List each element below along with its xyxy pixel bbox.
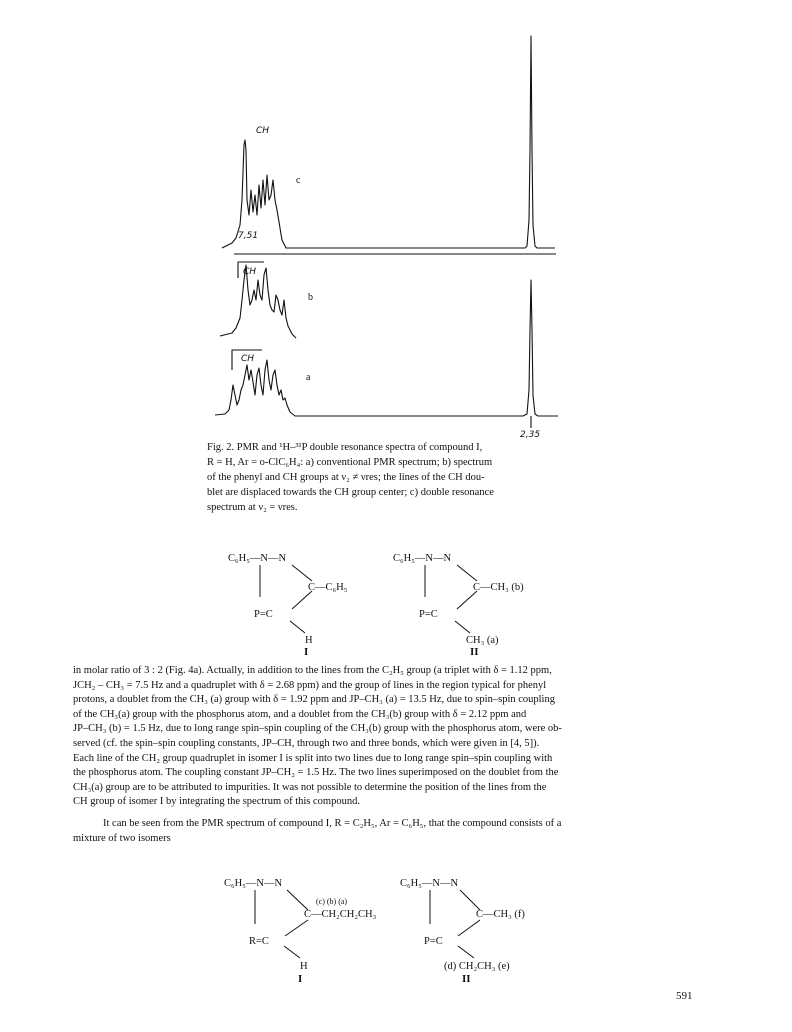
caption-line: spectrum at ν₂ = νres. [207, 502, 298, 513]
structure-bottom-ii-label: II [462, 973, 471, 985]
text-line: mixture of two isomers [73, 832, 171, 844]
structure-top-i-phenyl: C₆H₅—N—N [228, 553, 287, 564]
structure-top-i-substituent: C—C₆H₅ [308, 582, 348, 593]
body-paragraph-1 [73, 664, 713, 810]
structure-bottom-i-label: I [298, 973, 303, 985]
structure-bottom-ii-substituent: C—CH₃ (f) [476, 909, 525, 920]
structure-bottom-i-h: H [300, 961, 308, 972]
text-line: CH₃(a) group are to be attributed to impurities. It was not possible to determine the position of the lines from the [73, 781, 547, 793]
ch-label-b: CH [243, 267, 257, 277]
structure-top-i-pc: P=C [254, 609, 273, 620]
caption-line: blet are displaced towards the CH group center; c) double resonance [207, 487, 494, 498]
spectrum-b-trace [220, 265, 296, 338]
text-line: Each line of the CH₂ group quadruplet in isomer I is split into two lines due to long range spin–spin coupling with [73, 752, 553, 764]
structure-top-ii-label: II [470, 646, 479, 655]
structures-bottom [0, 872, 792, 987]
structure-top-ii-ch3: CH₃ (a) [466, 635, 499, 646]
spectrum-a-trace [215, 280, 558, 416]
ch-label-a: CH [241, 354, 255, 364]
nmr-spectra-figure [0, 0, 792, 440]
structure-bottom-ii-pc: P=C [424, 936, 443, 947]
spectrum-label-c: c [296, 175, 301, 186]
shift-label-p: 2,35 [520, 430, 541, 440]
figure-caption [207, 440, 607, 515]
caption-line: Fig. 2. PMR and ¹H–³¹P double resonance spectra of compound I, [207, 442, 483, 453]
text-line: in molar ratio of 3 : 2 (Fig. 4a). Actually, in addition to the lines from the C₂H₅ group (a triplet with δ = 1.12 ppm, [73, 665, 552, 676]
structure-bottom-i-phenyl: C₆H₅—N—N [224, 878, 283, 889]
body-paragraph-2 [73, 817, 713, 846]
spectrum-label-b: b [308, 292, 313, 303]
text-line: the phosphorus atom. The coupling constant JP–CH₂ = 1.5 Hz. The two lines superimposed on the doublet from the [73, 767, 559, 779]
text-line: JCH₂ – CH₃ = 7.5 Hz and a quadruplet with δ = 2.68 ppm) and the group of lines in the region typical for phenyl [73, 679, 547, 691]
structure-bottom-ii-ethyl: (d) CH₂CH₃ (e) [444, 961, 510, 972]
structure-top-i-h: H [305, 635, 313, 646]
text-line: JP–CH₃ (b) = 1.5 Hz, due to long range spin–spin coupling of the CH₃(b) group with the phosphorus atom, were ob- [73, 723, 562, 735]
structure-top-i-label: I [304, 646, 309, 655]
structure-bottom-ii-phenyl: C₆H₅—N—N [400, 878, 459, 889]
caption-line: of the phenyl and CH groups at ν₂ ≠ νres; the lines of the CH dou- [207, 472, 485, 483]
structure-bottom-i-labels: (c) (b) (a) [316, 897, 348, 906]
caption-line: R = H, Ar = o-ClC₆H₄: a) conventional PMR spectrum; b) spectrum [207, 457, 493, 468]
text-line: served (cf. the spin–spin coupling constants, JP–CH, through two and three bonds, which were given in [4, 5]). [73, 737, 540, 749]
structure-top-ii-substituent: C—CH₃ (b) [473, 582, 524, 593]
ch-label-c: CH [256, 126, 270, 136]
spectrum-c-trace [222, 36, 555, 248]
text-line: of the CH₃(a) group with the phosphorus atom, and a doublet from the CH₃(b) group with δ = 2.12 ppm and [73, 708, 527, 720]
structure-top-ii-phenyl: C₆H₅—N—N [393, 553, 452, 564]
spectrum-label-a: a [306, 372, 311, 383]
structures-top [0, 545, 792, 655]
structure-bottom-i-substituent: C—CH₂CH₂CH₃ [304, 909, 377, 920]
shift-label-phenyl: 7,51 [238, 231, 259, 241]
structure-top-ii-pc: P=C [419, 609, 438, 620]
structure-bottom-i-rc: R=C [249, 936, 269, 947]
text-line: protons, a doublet from the CH₃ (a) group with δ = 1.92 ppm and JP–CH₃ (a) = 13.5 Hz, due to spin–spin coupling [73, 694, 555, 706]
page-number: 591 [676, 990, 693, 1002]
text-line: It can be seen from the PMR spectrum of compound I, R = C₂H₅, Ar = C₆H₅, that the compound consists of a [103, 818, 562, 829]
text-line: CH group of isomer I by integrating the spectrum of this compound. [73, 796, 360, 808]
